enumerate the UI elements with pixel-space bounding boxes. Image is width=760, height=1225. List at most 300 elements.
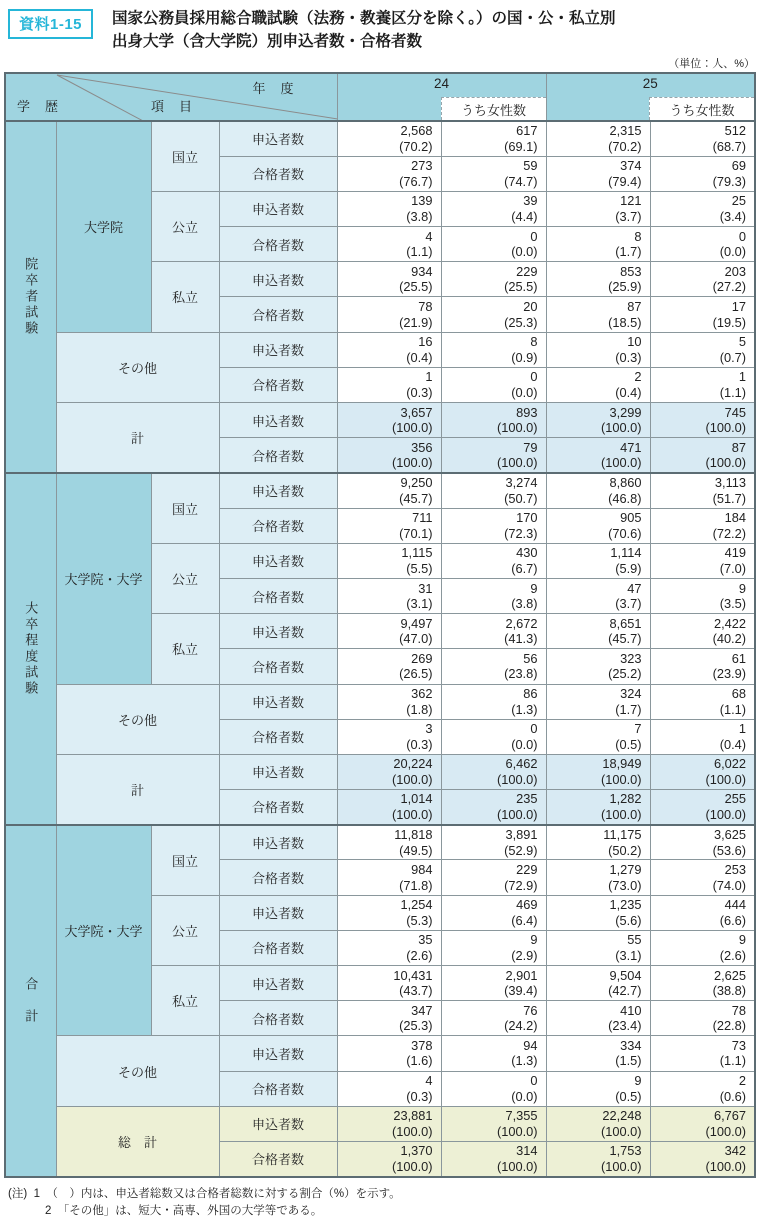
cell-percentage: (39.4) <box>504 983 538 999</box>
cell-percentage: (100.0) <box>391 1158 433 1174</box>
cell-count: 94 <box>523 1037 538 1053</box>
data-cell <box>337 156 441 191</box>
data-cell <box>337 614 441 649</box>
section-header-label: 大卒程度試験 <box>23 600 39 697</box>
table-row <box>5 825 755 860</box>
footnote-1 <box>8 1186 401 1203</box>
row-type-label: 合格者数 <box>219 227 337 262</box>
group-header: その他 <box>56 1036 219 1106</box>
row-type-label: 合格者数 <box>219 578 337 613</box>
cell-percentage: (100.0) <box>496 806 538 822</box>
data-cell <box>650 860 755 895</box>
group-header: その他 <box>56 332 219 402</box>
data-cell <box>546 403 650 438</box>
data-cell <box>650 649 755 684</box>
row-type-label: 合格者数 <box>219 156 337 191</box>
data-cell <box>441 297 546 332</box>
row-type-label: 申込者数 <box>219 121 337 156</box>
footnote-text: （ ）内は、申込者総数又は合格者総数に対する割合（%）を示す。 <box>46 1188 401 1200</box>
cell-percentage: (100.0) <box>391 771 433 787</box>
data-cell <box>546 1141 650 1176</box>
cell-count: 87 <box>627 299 642 315</box>
data-cell <box>337 1141 441 1176</box>
cell-count: 1,115 <box>401 545 433 561</box>
data-cell <box>337 1001 441 1036</box>
table-body <box>5 121 755 1177</box>
data-cell <box>441 719 546 754</box>
cell-count: 853 <box>620 263 642 279</box>
cell-percentage: (79.3) <box>712 173 746 189</box>
cell-percentage: (3.8) <box>511 596 538 612</box>
cell-percentage: (23.4) <box>608 1018 642 1034</box>
corner-label-item: 項 目 <box>151 99 194 114</box>
data-cell <box>650 297 755 332</box>
cell-count: 893 <box>516 404 538 420</box>
cell-percentage: (0.7) <box>719 349 746 365</box>
cell-count: 170 <box>516 510 538 526</box>
cell-percentage: (6.4) <box>511 912 538 928</box>
cell-percentage: (45.7) <box>608 631 642 647</box>
cell-count: 229 <box>516 862 538 878</box>
cell-count: 5 <box>738 334 746 350</box>
cell-count: 68 <box>731 686 746 702</box>
cell-count: 0 <box>530 1073 538 1089</box>
cell-percentage: (1.1) <box>406 244 433 260</box>
data-cell <box>650 508 755 543</box>
cell-percentage: (100.0) <box>705 806 746 822</box>
cell-count: 7,355 <box>505 1108 538 1124</box>
cell-count: 4 <box>425 228 433 244</box>
data-cell <box>546 1001 650 1036</box>
cell-percentage: (0.3) <box>406 1088 433 1104</box>
cell-count: 253 <box>724 862 746 878</box>
data-cell <box>546 156 650 191</box>
cell-count: 3,274 <box>505 475 538 491</box>
cell-percentage: (25.3) <box>399 1018 433 1034</box>
data-cell <box>650 367 755 402</box>
cell-percentage: (0.4) <box>719 736 746 752</box>
school-type-header: 大学院 <box>56 121 151 332</box>
cell-count: 10,431 <box>393 967 433 983</box>
cell-count: 9 <box>530 932 538 948</box>
establishment-header: 私立 <box>151 966 219 1036</box>
cell-percentage: (5.6) <box>615 912 642 928</box>
data-cell <box>337 790 441 825</box>
cell-percentage: (0.0) <box>511 384 538 400</box>
row-type-label: 申込者数 <box>219 754 337 789</box>
cell-percentage: (3.1) <box>615 947 642 963</box>
table-row <box>5 754 755 789</box>
cell-count: 934 <box>411 263 433 279</box>
cell-count: 61 <box>731 650 746 666</box>
data-cell <box>650 684 755 719</box>
year-label: 24 <box>433 76 450 91</box>
cell-count: 78 <box>418 299 433 315</box>
data-cell <box>441 543 546 578</box>
data-cell <box>650 578 755 613</box>
data-cell <box>337 367 441 402</box>
cell-percentage: (100.0) <box>705 455 746 471</box>
data-cell <box>337 262 441 297</box>
corner-label-education: 学 歴 <box>17 99 60 114</box>
cell-count: 1,254 <box>400 897 433 913</box>
data-cell <box>546 191 650 226</box>
cell-count: 1,753 <box>609 1143 642 1159</box>
data-cell <box>650 227 755 262</box>
data-cell <box>441 227 546 262</box>
cell-count: 2,568 <box>400 123 433 139</box>
data-cell <box>650 966 755 1001</box>
establishment-header: 国立 <box>151 121 219 191</box>
data-cell <box>441 578 546 613</box>
cell-count: 323 <box>620 650 642 666</box>
data-cell <box>650 1106 755 1141</box>
data-cell <box>441 860 546 895</box>
cell-percentage: (100.0) <box>391 455 433 471</box>
cell-count: 512 <box>724 123 746 139</box>
cell-count: 905 <box>620 510 642 526</box>
cell-percentage: (0.4) <box>615 384 642 400</box>
data-cell <box>650 543 755 578</box>
cell-percentage: (68.7) <box>712 138 746 154</box>
data-cell <box>441 649 546 684</box>
cell-count: 1,114 <box>610 545 642 561</box>
cell-count: 1,279 <box>609 862 642 878</box>
data-cell <box>546 1036 650 1071</box>
cell-count: 3,657 <box>400 404 433 420</box>
cell-count: 269 <box>411 650 433 666</box>
cell-percentage: (3.7) <box>615 208 642 224</box>
cell-percentage: (21.9) <box>399 314 433 330</box>
data-cell <box>441 966 546 1001</box>
data-cell <box>650 1141 755 1176</box>
table-row <box>5 684 755 719</box>
data-cell <box>337 930 441 965</box>
cell-count: 2 <box>634 369 642 385</box>
cell-count: 3,891 <box>505 827 538 843</box>
cell-count: 7 <box>634 721 642 737</box>
cell-count: 79 <box>523 439 538 455</box>
cell-count: 25 <box>731 193 746 209</box>
cell-count: 2,901 <box>505 967 538 983</box>
cell-percentage: (100.0) <box>705 420 746 436</box>
cell-percentage: (5.3) <box>406 912 433 928</box>
cell-count: 39 <box>523 193 538 209</box>
data-cell <box>441 1036 546 1071</box>
data-cell <box>546 121 650 156</box>
cell-count: 1,282 <box>609 791 642 807</box>
cell-percentage: (25.5) <box>399 279 433 295</box>
cell-percentage: (100.0) <box>600 771 642 787</box>
unit-note: （単位：人、%） <box>668 58 755 70</box>
footnote-text: 「その他」は、短大・高専、外国の大学等である。 <box>57 1204 323 1217</box>
cell-percentage: (70.6) <box>608 525 642 541</box>
cell-percentage: (100.0) <box>391 1123 433 1139</box>
data-cell <box>546 508 650 543</box>
cell-count: 35 <box>418 932 433 948</box>
cell-percentage: (72.3) <box>504 525 538 541</box>
row-type-label: 申込者数 <box>219 191 337 226</box>
cell-count: 1,370 <box>400 1143 433 1159</box>
cell-percentage: (22.8) <box>712 1018 746 1034</box>
cell-percentage: (73.0) <box>608 877 642 893</box>
row-type-label: 合格者数 <box>219 438 337 473</box>
year-label: 25 <box>642 76 658 91</box>
cell-count: 184 <box>724 510 746 526</box>
data-cell <box>441 156 546 191</box>
cell-count: 16 <box>418 334 433 350</box>
cell-percentage: (2.9) <box>511 947 538 963</box>
data-cell <box>650 156 755 191</box>
header-corner-cell <box>5 73 337 121</box>
cell-count: 86 <box>523 686 538 702</box>
data-cell <box>337 332 441 367</box>
cell-count: 255 <box>724 791 746 807</box>
cell-count: 1 <box>738 369 746 385</box>
cell-count: 229 <box>516 263 538 279</box>
data-cell <box>337 895 441 930</box>
cell-count: 9,497 <box>400 615 433 631</box>
cell-percentage: (38.8) <box>712 983 746 999</box>
cell-count: 6,767 <box>713 1108 746 1124</box>
cell-percentage: (100.0) <box>496 1123 538 1139</box>
data-cell <box>650 825 755 860</box>
row-type-label: 合格者数 <box>219 1071 337 1106</box>
row-type-label: 申込者数 <box>219 332 337 367</box>
cell-count: 430 <box>516 545 538 561</box>
data-cell <box>650 191 755 226</box>
cell-percentage: (1.7) <box>615 244 642 260</box>
row-type-label: 申込者数 <box>219 614 337 649</box>
row-type-label: 合格者数 <box>219 367 337 402</box>
table-row <box>5 403 755 438</box>
row-type-label: 申込者数 <box>219 543 337 578</box>
data-cell <box>546 754 650 789</box>
cell-percentage: (1.6) <box>406 1053 433 1069</box>
table-row <box>5 332 755 367</box>
cell-percentage: (25.9) <box>608 279 642 295</box>
table-header-row <box>5 73 755 121</box>
establishment-header: 公立 <box>151 543 219 613</box>
cell-count: 8 <box>530 334 538 350</box>
cell-percentage: (3.4) <box>719 208 746 224</box>
cell-percentage: (1.3) <box>511 1053 538 1069</box>
cell-percentage: (5.9) <box>615 560 642 576</box>
cell-count: 6,462 <box>505 756 538 772</box>
cell-percentage: (100.0) <box>496 455 538 471</box>
cell-percentage: (25.2) <box>608 666 642 682</box>
row-type-label: 申込者数 <box>219 403 337 438</box>
cell-count: 10 <box>627 334 642 350</box>
cell-count: 18,949 <box>602 756 642 772</box>
cell-count: 471 <box>620 439 642 455</box>
cell-count: 0 <box>530 721 538 737</box>
data-cell <box>337 860 441 895</box>
cell-percentage: (0.3) <box>615 349 642 365</box>
cell-percentage: (40.2) <box>712 631 746 647</box>
cell-count: 76 <box>523 1002 538 1018</box>
data-cell <box>546 543 650 578</box>
cell-percentage: (100.0) <box>600 455 642 471</box>
cell-count: 347 <box>411 1002 433 1018</box>
page-title <box>112 7 752 53</box>
cell-count: 362 <box>411 686 433 702</box>
cell-count: 8,860 <box>609 475 642 491</box>
cell-percentage: (25.5) <box>504 279 538 295</box>
cell-percentage: (100.0) <box>705 1158 746 1174</box>
cell-count: 59 <box>523 158 538 174</box>
data-cell <box>546 684 650 719</box>
cell-percentage: (100.0) <box>600 1123 642 1139</box>
data-cell <box>546 578 650 613</box>
cell-percentage: (2.6) <box>406 947 433 963</box>
data-cell <box>546 367 650 402</box>
table-row <box>5 1036 755 1071</box>
cell-count: 235 <box>516 791 538 807</box>
year-header-24 <box>337 73 546 121</box>
data-cell <box>650 1071 755 1106</box>
cell-count: 55 <box>627 932 642 948</box>
cell-count: 410 <box>620 1002 642 1018</box>
cell-count: 9 <box>530 580 538 596</box>
row-type-label: 合格者数 <box>219 860 337 895</box>
data-cell <box>337 1036 441 1071</box>
data-cell <box>337 473 441 508</box>
group-header: 総 計 <box>56 1106 219 1176</box>
row-type-label: 合格者数 <box>219 1001 337 1036</box>
cell-percentage: (1.1) <box>719 384 746 400</box>
cell-count: 78 <box>731 1002 746 1018</box>
cell-count: 9 <box>634 1073 642 1089</box>
cell-percentage: (0.0) <box>511 736 538 752</box>
cell-count: 0 <box>530 369 538 385</box>
cell-percentage: (100.0) <box>496 771 538 787</box>
cell-count: 314 <box>516 1143 538 1159</box>
data-cell <box>650 719 755 754</box>
data-cell <box>441 754 546 789</box>
cell-count: 17 <box>731 299 746 315</box>
data-cell <box>546 895 650 930</box>
group-header: その他 <box>56 684 219 754</box>
cell-count: 419 <box>724 545 746 561</box>
data-cell <box>650 790 755 825</box>
cell-count: 9,250 <box>400 475 433 491</box>
cell-percentage: (43.7) <box>399 983 433 999</box>
data-cell <box>650 1001 755 1036</box>
cell-count: 2,625 <box>713 967 746 983</box>
cell-count: 711 <box>412 510 433 526</box>
data-cell <box>441 1071 546 1106</box>
cell-count: 121 <box>620 193 642 209</box>
cell-percentage: (1.1) <box>719 701 746 717</box>
cell-percentage: (46.8) <box>608 490 642 506</box>
data-cell <box>337 578 441 613</box>
data-cell <box>546 790 650 825</box>
cell-percentage: (72.9) <box>504 877 538 893</box>
cell-percentage: (74.0) <box>712 877 746 893</box>
cell-count: 2 <box>738 1073 746 1089</box>
establishment-header: 国立 <box>151 473 219 543</box>
document-number-badge: 資料1-15 <box>8 9 93 39</box>
cell-percentage: (7.0) <box>719 560 746 576</box>
cell-percentage: (26.5) <box>399 666 433 682</box>
cell-percentage: (100.0) <box>391 806 433 822</box>
data-cell <box>441 1141 546 1176</box>
cell-percentage: (100.0) <box>705 1123 746 1139</box>
footnote-number: 2 <box>45 1204 52 1217</box>
data-cell <box>441 508 546 543</box>
cell-count: 9 <box>738 580 746 596</box>
cell-percentage: (100.0) <box>496 420 538 436</box>
data-cell <box>546 719 650 754</box>
cell-count: 47 <box>627 580 642 596</box>
data-cell <box>337 227 441 262</box>
cell-count: 139 <box>411 193 433 209</box>
cell-count: 0 <box>738 228 746 244</box>
cell-percentage: (79.4) <box>608 173 642 189</box>
cell-count: 9 <box>738 932 746 948</box>
cell-percentage: (0.6) <box>719 1088 746 1104</box>
data-cell <box>337 191 441 226</box>
data-cell <box>337 1071 441 1106</box>
cell-count: 2,672 <box>505 615 538 631</box>
female-count-subheader: うち女性数 <box>441 97 546 120</box>
section-header-label: 院卒者試験 <box>23 256 39 337</box>
corner-label-year: 年 度 <box>252 81 295 96</box>
data-cell <box>337 297 441 332</box>
female-count-subheader: うち女性数 <box>649 97 754 120</box>
data-cell <box>441 191 546 226</box>
cell-percentage: (100.0) <box>391 420 433 436</box>
cell-count: 2,422 <box>713 615 746 631</box>
cell-count: 22,248 <box>602 1108 642 1124</box>
cell-percentage: (52.9) <box>504 842 538 858</box>
cell-percentage: (50.2) <box>608 842 642 858</box>
cell-count: 87 <box>731 439 746 455</box>
data-cell <box>650 895 755 930</box>
cell-count: 20,224 <box>393 756 433 772</box>
row-type-label: 合格者数 <box>219 1141 337 1176</box>
cell-percentage: (0.4) <box>406 349 433 365</box>
data-cell <box>650 930 755 965</box>
cell-percentage: (18.5) <box>608 314 642 330</box>
data-cell <box>650 438 755 473</box>
row-type-label: 合格者数 <box>219 930 337 965</box>
data-cell <box>650 1036 755 1071</box>
cell-count: 334 <box>620 1037 642 1053</box>
data-cell <box>546 930 650 965</box>
cell-percentage: (0.3) <box>406 736 433 752</box>
cell-percentage: (45.7) <box>399 490 433 506</box>
data-cell <box>546 966 650 1001</box>
cell-count: 1 <box>738 721 746 737</box>
cell-percentage: (3.8) <box>406 208 433 224</box>
data-cell <box>337 508 441 543</box>
data-cell <box>650 473 755 508</box>
cell-percentage: (25.3) <box>504 314 538 330</box>
cell-count: 20 <box>523 299 538 315</box>
data-cell <box>337 1106 441 1141</box>
data-cell <box>441 403 546 438</box>
cell-percentage: (70.2) <box>608 138 642 154</box>
cell-percentage: (3.1) <box>406 596 433 612</box>
establishment-header: 私立 <box>151 614 219 684</box>
cell-percentage: (5.5) <box>406 560 433 576</box>
section-header-label: 合 計 <box>23 976 39 1025</box>
cell-percentage: (42.7) <box>608 983 642 999</box>
data-cell <box>546 297 650 332</box>
data-cell <box>441 1106 546 1141</box>
